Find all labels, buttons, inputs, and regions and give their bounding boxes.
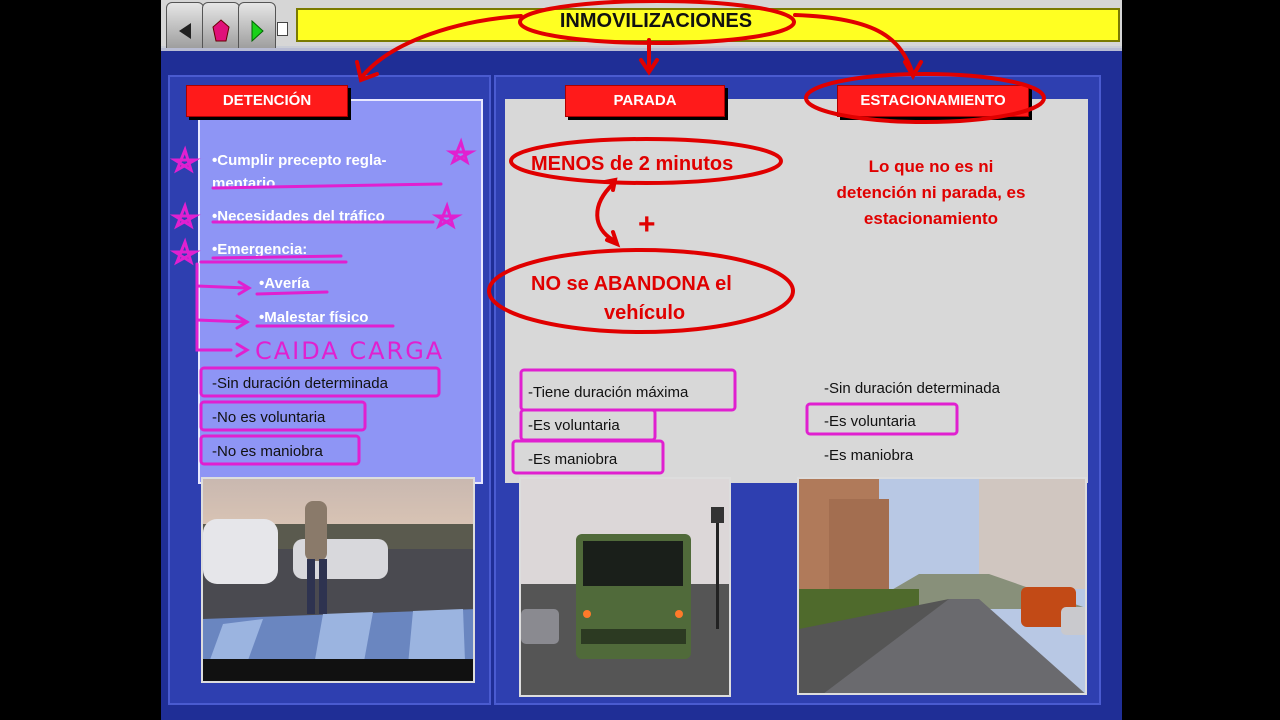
handwritten-note: CAIDA CARGA [255, 337, 445, 365]
parada-trait-2: -Es voluntaria [528, 417, 620, 434]
parada-line-1: MENOS de 2 minutos [531, 153, 734, 175]
detencion-sub-1: •Avería [259, 275, 310, 292]
estacionamiento-label[interactable]: ESTACIONAMIENTO [837, 85, 1029, 117]
plus-sign: + [638, 208, 656, 241]
estacionamiento-desc-2: detención ni parada, es [836, 183, 1026, 202]
next-icon [249, 20, 265, 42]
page-title: INMOVILIZACIONES [559, 10, 753, 32]
detencion-photo [201, 477, 475, 683]
detencion-bullet-1b: mentario [212, 175, 276, 192]
estacionamiento-photo [797, 477, 1087, 695]
detencion-trait-1: -Sin duración determinada [212, 375, 388, 392]
estacionamiento-trait-2: -Es voluntaria [824, 413, 916, 430]
detencion-trait-2: -No es voluntaria [212, 409, 326, 426]
estacionamiento-desc-1: Lo que no es ni [868, 157, 994, 176]
detencion-bullet-2: •Necesidades del tráfico [212, 208, 385, 225]
detencion-bullet-1: •Cumplir precepto regla- [212, 152, 387, 169]
parada-label[interactable]: PARADA [565, 85, 725, 117]
parada-trait-1: -Tiene duración máxima [528, 384, 689, 401]
estacionamiento-desc-3: estacionamiento [863, 209, 999, 228]
detencion-label[interactable]: DETENCIÓN [186, 85, 348, 117]
parada-photo [519, 477, 731, 697]
back-icon [177, 21, 193, 41]
detencion-bullet-3: •Emergencia: [212, 241, 308, 258]
parada-trait-3: -Es maniobra [528, 451, 618, 468]
estacionamiento-trait-3: -Es maniobra [824, 447, 914, 464]
estacionamiento-desc [821, 154, 1041, 232]
small-box-icon[interactable] [277, 22, 288, 36]
detencion-sub-2: •Malestar físico [259, 309, 369, 326]
toolbar [161, 0, 1122, 46]
parada-line-2a: NO se ABANDONA el [531, 273, 732, 295]
detencion-trait-3: -No es maniobra [212, 443, 323, 460]
estacionamiento-trait-1: -Sin duración determinada [824, 380, 1000, 397]
content-area [161, 48, 1122, 720]
slide [161, 0, 1122, 720]
home-icon [212, 19, 230, 43]
parada-line-2b: vehículo [604, 302, 686, 324]
